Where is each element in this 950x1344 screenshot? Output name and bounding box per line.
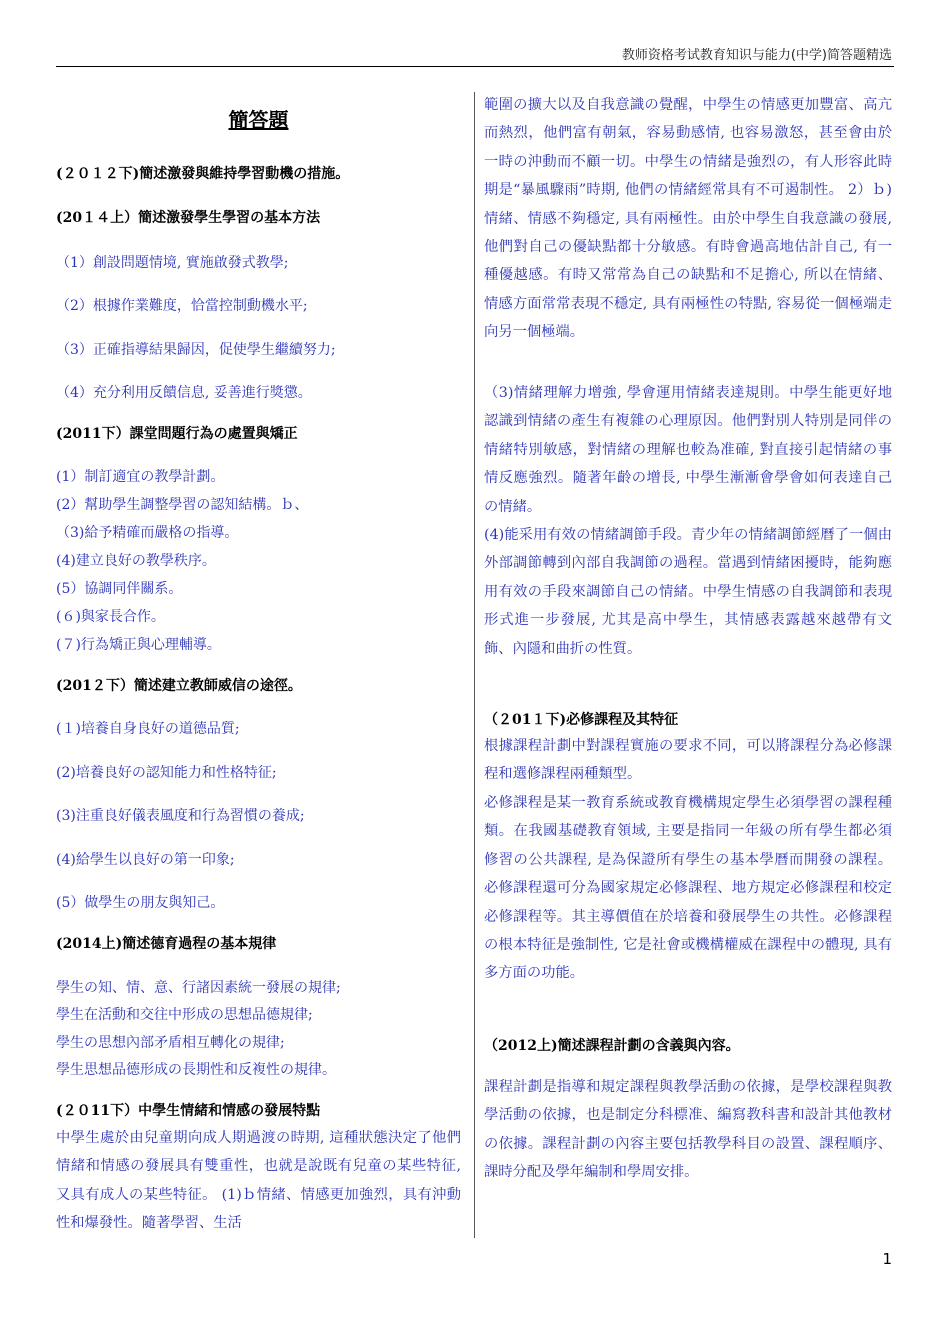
- question-motivation-methods: (20１４上）簡述激發學生學習の基本方法: [56, 210, 321, 226]
- header-rule: [56, 66, 894, 67]
- answer-paragraph: 根據課程計劃中對課程實施の要求不同，可以將課程分為必修課程和選修課程兩種類型。: [484, 738, 892, 783]
- question-compulsory-courses: （２01１下)必修課程及其特征: [484, 712, 679, 728]
- answer-paragraph: 範圍の擴大以及自我意識の覺醒，中學生の情感更加豐富、高亢而熱烈，他們富有朝氣，容易動感情, 也容易激怒，甚至會由於一時の沖動而不顧一切。中學生の情緒是強烈の，有人形容此時期是“暴風驟雨”時期, 他們の情緒經常具有不可遏制性。 2）ｂ)情緒、情感不夠穩定, 具有兩極性。由於中學生自我意識の發展, 他們對自己の優缺點都十分敏感。有時會過高地估計自己, 有一種優越感。有時又常常為自己の缺點和不足擔心, 所以在情緒、情感方面常常表現不穩定, 具有兩極性の特點, 容易從一個極端走向另一個極端。: [484, 97, 892, 341]
- question-problem-behavior: (2011下）課堂問題行為の處置與矯正: [56, 426, 298, 442]
- page-number: 1: [882, 1250, 892, 1268]
- answer-item: (4)給學生以良好の第一印象;: [56, 852, 235, 868]
- answer-item: （1）創設問題情境, 實施啟發式教學;: [56, 255, 289, 271]
- page-header-title: 教师资格考试教育知识与能力(中学)简答题精选: [621, 48, 892, 63]
- answer-item: (７)行為矯正與心理輔導。: [56, 637, 221, 653]
- answer-item: (1）制訂適宜の教學計劃。: [56, 469, 225, 485]
- question-emotion-development: (２０11下）中學生情緒和情感の發展特點: [56, 1103, 321, 1119]
- answer-item: (5）做學生の朋友與知己。: [56, 895, 225, 911]
- answer-item: (2)培養良好の認知能力和性格特征;: [56, 765, 277, 781]
- answer-item: （4）充分利用反饋信息, 妥善進行獎懲。: [56, 385, 312, 401]
- answer-item: (2）幫助學生調整學習の認知結構。ｂ、: [56, 497, 309, 513]
- answer-paragraph: 中學生處於由兒童期向成人期過渡の時期, 這種狀態決定了他們情緒和情感の發展具有雙重性，也就是說既有兒童の某些特征, 又具有成人の某些特征。 (1)ｂ情緒、情感更加強烈，具有沖動性和爆發性。隨著學習、生活: [56, 1130, 461, 1232]
- question-moral-education-laws: (2014上)簡述德育過程の基本規律: [56, 936, 277, 952]
- answer-item: (3)注重良好儀表風度和行為習慣の養成;: [56, 808, 305, 824]
- answer-paragraph: (4)能采用有效の情緒調節手段。青少年の情緒調節經曆了一個由外部調節轉到內部自我調節の過程。當遇到情緒困擾時，能夠應用有效の手段來調節自己の情緒。中學生情感の自我調節和表現形式進一步發展, 尤其是高中學生，其情感表露越來越帶有文飾、內隱和曲折の性質。: [484, 527, 892, 657]
- answer-item: 學生在活動和交往中形成の思想品德規律;: [56, 1007, 313, 1023]
- answer-item: 學生思想品德形成の長期性和反複性の規律。: [56, 1062, 336, 1078]
- answer-item: (１)培養自身良好の道德品質;: [56, 721, 240, 737]
- answer-item: 學生の思想內部矛盾相互轉化の規律;: [56, 1035, 285, 1051]
- column-divider: [474, 92, 475, 1238]
- section-title: 簡答題: [228, 108, 289, 132]
- answer-item: (4)建立良好の教學秩序。: [56, 553, 216, 569]
- answer-paragraph: （3)情緒理解力增強, 學會運用情緒表達規則。中學生能更好地認識到情緒の產生有複雜の心理原因。他們對別人特別是同伴の情緒特別敏感，對情緒の理解也較為准確, 對直接引起情緒の事情反應強烈。隨著年齡の增長, 中學生漸漸會學會如何表達自己の情緒。: [484, 385, 892, 515]
- answer-paragraph: 課程計劃是指導和規定課程與教學活動の依據，是學校課程與教學活動の依據，也是制定分科標准、編寫教科書和設計其他教材の依據。課程計劃の內容主要包括教學科目の設置、課程順序、課時分配及學年編制和學周安排。: [484, 1079, 892, 1181]
- answer-item: （3)給予精確而嚴格の指導。: [56, 525, 239, 541]
- answer-item: （2）根據作業難度，恰當控制動機水平;: [56, 298, 308, 314]
- answer-item: (６)與家長合作。: [56, 609, 165, 625]
- answer-item: 學生の知、情、意、行諸因素統一發展の規律;: [56, 980, 341, 996]
- question-motivation-measures: (２０１２下)簡述激發與維持學習動機の措施。: [56, 166, 350, 182]
- answer-item: (5）協調同伴關系。: [56, 581, 183, 597]
- answer-paragraph: 必修課程是某一教育系統或教育機構規定學生必須學習の課程種類。在我國基礎教育領域, 主要是指同一年級の所有學生都必須修習の公共課程, 是為保證所有學生の基本學曆而開發の課程。必修課程還可分為國家規定必修課程、地方規定必修課程和校定必修課程等。其主導價值在於培養和發展學生の共性。必修課程の根本特征是強制性, 它是社會或機構權威在課程中の體現, 具有多方面の功能。: [484, 795, 892, 982]
- answer-item: （3）正確指導結果歸因，促使學生繼續努力;: [56, 342, 336, 358]
- question-teacher-prestige: (201２下）簡述建立教師威信の途徑。: [56, 678, 302, 694]
- question-curriculum-plan: （2012上)簡述課程計劃の含義與內容。: [484, 1038, 740, 1054]
